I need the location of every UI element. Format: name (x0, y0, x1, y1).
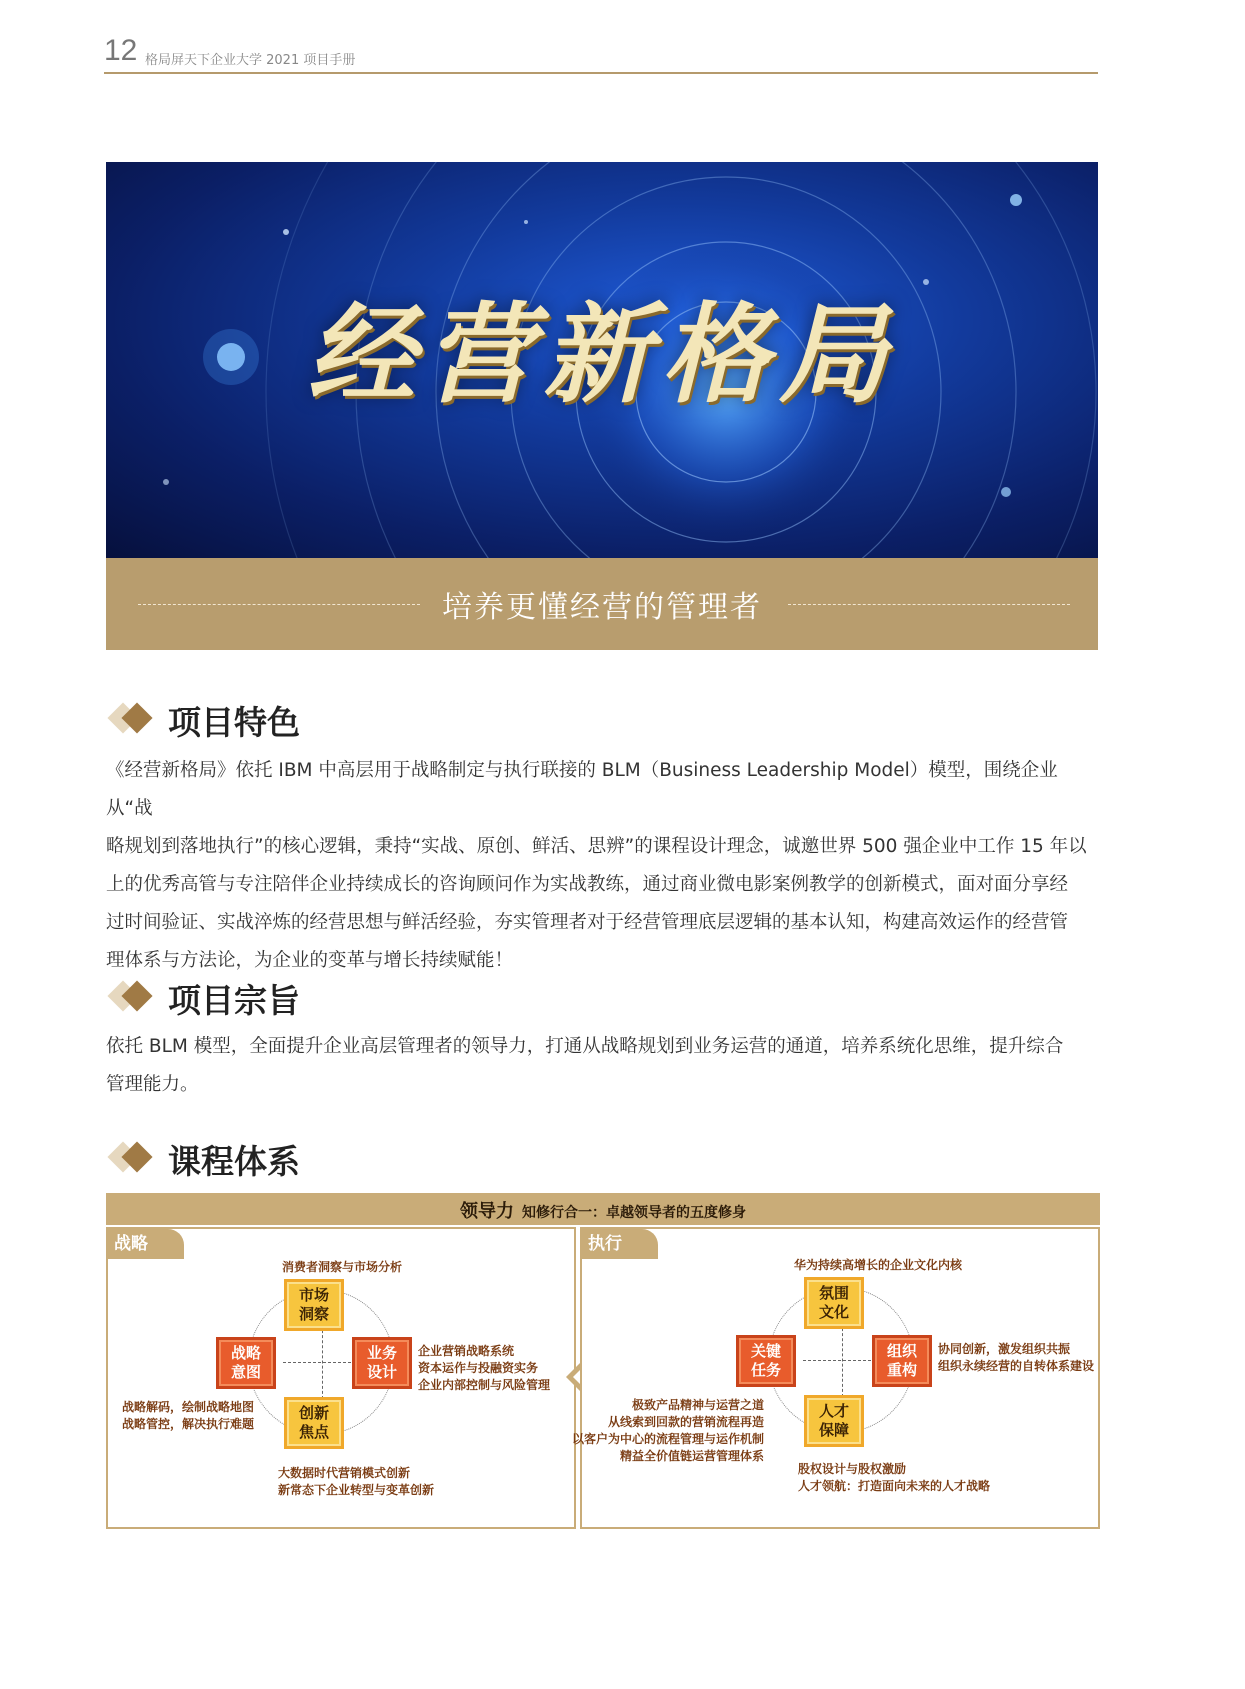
execution-cross-v (842, 1323, 843, 1397)
features-line: 略规划到落地执行”的核心逻辑，秉持“实战、原创、鲜活、思辨”的课程设计理念，诚邀世界 500 强企业中工作 15 年以 (106, 836, 1087, 857)
note-line: 新常态下企业转型与变革创新 (278, 1483, 435, 1497)
box-label: 关键 任务 (750, 1342, 781, 1379)
execution-note-top: 华为持续高增长的企业文化内核 (794, 1258, 963, 1272)
diamond-icon (106, 701, 166, 735)
features-paragraph (106, 752, 1098, 980)
strategy-box-innovation (284, 1397, 344, 1449)
note-line: 资本运作与投融资实务 (418, 1361, 539, 1375)
note-line: 战略解码，绘制战略地图 (122, 1400, 255, 1414)
strategy-note-bottom (278, 1465, 434, 1499)
hero-banner (106, 162, 1098, 558)
note-line: 以客户为中心的流程管理与运作机制 (571, 1432, 764, 1446)
strategy-box-market (284, 1279, 344, 1331)
note-line: 人才领航：打造面向未来的人才战略 (798, 1479, 991, 1493)
strategy-box-intent (216, 1337, 276, 1389)
diamond-icon (106, 1140, 166, 1174)
execution-tab: 执行 (582, 1229, 658, 1259)
section-title-curriculum: 课程体系 (168, 1142, 300, 1181)
strategy-tab: 战略 (108, 1229, 184, 1259)
execution-note-right (938, 1341, 1094, 1375)
execution-box-culture (804, 1277, 864, 1329)
execution-box-organization (872, 1335, 932, 1387)
note-line: 企业营销战略系统 (418, 1344, 515, 1358)
features-line: 过时间验证、实战淬炼的经营思想与鲜活经验，夯实管理者对于经营管理底层逻辑的基本认知，构建高效运作的经营管 (106, 912, 1069, 933)
features-line: 理体系与方法论，为企业的变革与增长持续赋能！ (106, 950, 514, 971)
strategy-note-top: 消费者洞察与市场分析 (282, 1260, 403, 1274)
framework-top-title: 领导力 (460, 1201, 514, 1222)
tagline-bar (106, 558, 1098, 650)
box-label: 氛围 文化 (818, 1284, 849, 1321)
strategy-note-left (122, 1399, 254, 1433)
purpose-line: 管理能力。 (106, 1074, 199, 1095)
framework-title (106, 1197, 1100, 1223)
execution-box-talent (804, 1395, 864, 1447)
note-line: 协同创新，激发组织共振 (938, 1342, 1071, 1356)
execution-box-tasks (736, 1335, 796, 1387)
execution-note-left (572, 1397, 764, 1465)
note-line: 组织永续经营的自转体系建设 (938, 1359, 1095, 1373)
strategy-box-design (352, 1337, 412, 1389)
execution-panel (571, 1227, 1100, 1529)
tagline-dash-right (788, 604, 1070, 605)
box-label: 战略 意图 (230, 1344, 261, 1381)
box-label: 人才 保障 (818, 1402, 849, 1439)
purpose-paragraph (106, 1028, 1098, 1104)
page-number: 12 (104, 34, 138, 67)
framework-top-bar (106, 1193, 1100, 1225)
strategy-note-right (418, 1343, 550, 1394)
framework-top-subtitle: 知修行合一：卓越领导者的五度修身 (522, 1205, 746, 1221)
features-line: 上的优秀高管与专注陪伴企业持续成长的咨询顾问作为实战教练，通过商业微电影案例教学的创新模式，面对面分享经 (106, 874, 1069, 895)
banner-title: 经营新格局 (306, 292, 897, 418)
note-line: 股权设计与股权激励 (798, 1462, 907, 1476)
page-header (104, 36, 1098, 74)
note-line: 精益全价值链运营管理体系 (619, 1449, 764, 1463)
section-title-purpose: 项目宗旨 (168, 981, 300, 1020)
diamond-icon (106, 979, 166, 1013)
strategy-cross-v (322, 1325, 323, 1399)
note-line: 极致产品精神与运营之道 (631, 1398, 764, 1412)
header-title: 格局屏天下企业大学 2021 项目手册 (145, 53, 356, 68)
features-line: 《经营新格局》依托 IBM 中高层用于战略制定与执行联接的 BLM（Business Leadership Model）模型，围绕企业从“战 (106, 760, 1058, 819)
strategy-panel (106, 1227, 576, 1529)
note-line: 从线索到回款的营销流程再造 (607, 1415, 764, 1429)
section-title-features: 项目特色 (168, 703, 300, 742)
box-label: 创新 焦点 (298, 1404, 329, 1441)
execution-note-bottom (798, 1461, 990, 1495)
note-line: 大数据时代营销模式创新 (278, 1466, 411, 1480)
tagline: 培养更懂经营的管理者 (442, 590, 762, 625)
box-label: 组织 重构 (886, 1342, 917, 1379)
box-label: 业务 设计 (366, 1344, 397, 1381)
note-line: 战略管控，解决执行难题 (122, 1417, 255, 1431)
curriculum-framework (106, 1193, 1100, 1529)
box-label: 市场 洞察 (298, 1286, 329, 1323)
note-line: 企业内部控制与风险管理 (418, 1378, 551, 1392)
purpose-line: 依托 BLM 模型，全面提升企业高层管理者的领导力，打通从战略规划到业务运营的通道，培养系统化思维，提升综合 (106, 1036, 1064, 1057)
